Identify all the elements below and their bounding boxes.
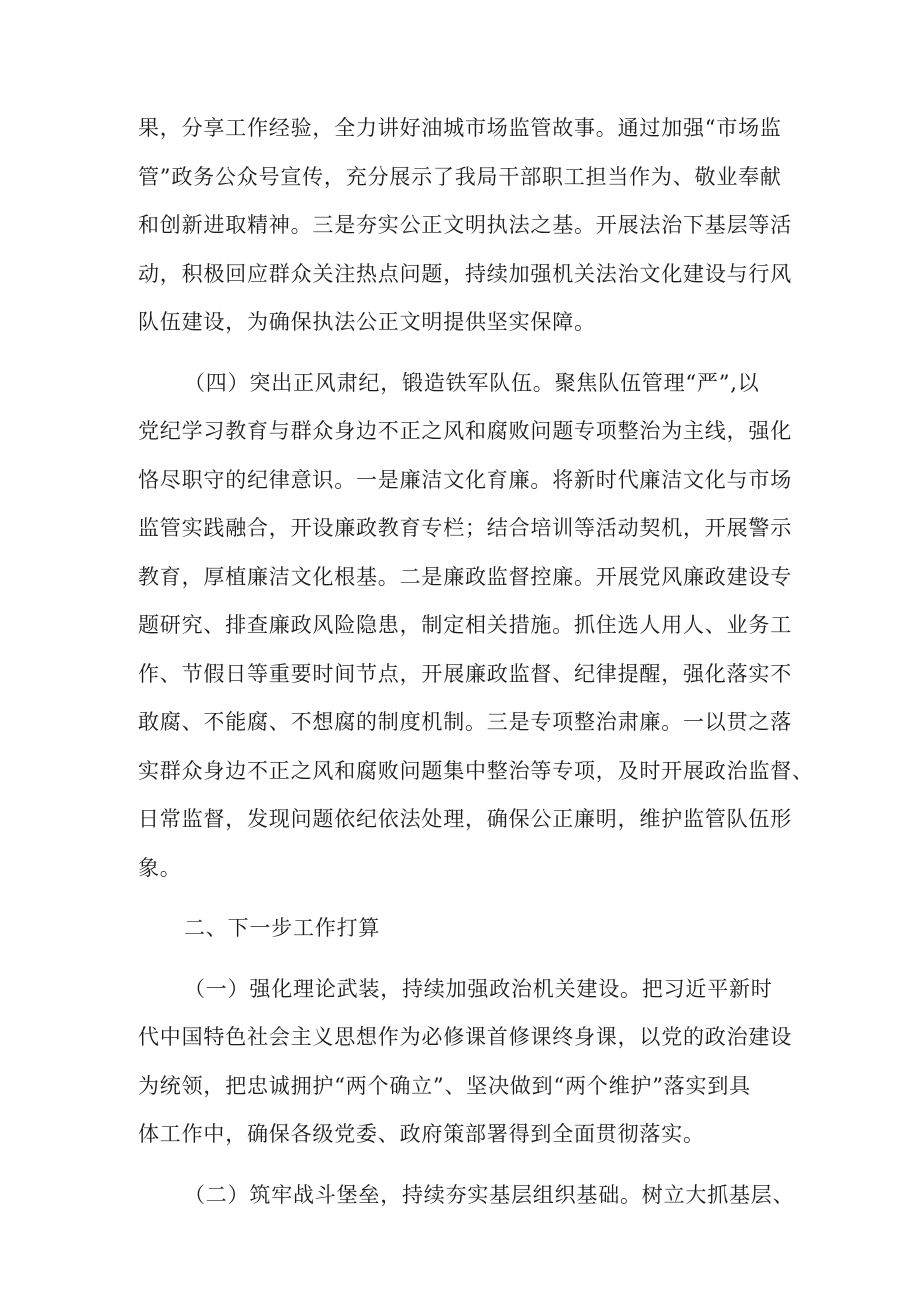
text-line: （四）突出正风肃纪，锻造铁军队伍。聚焦队伍管理“严”,以	[184, 370, 760, 395]
text-line: 党纪学习教育与群众身边不正之风和腐败问题专项整治为主线，强化	[138, 419, 792, 443]
text-line: 作、节假日等重要时间节点，开展廉政监督、纪律提醒，强化落实不	[138, 661, 792, 686]
text-line: 恪尽职守的纪律意识。一是廉洁文化育廉。将新时代廉洁文化与市场	[138, 467, 792, 492]
paragraph	[138, 104, 792, 347]
text-line: 体工作中，确保各级党委、政府策部署得到全面贯彻落实。	[138, 1122, 705, 1146]
text-line: 代中国特色社会主义思想作为必修课首修课终身课，以党的政治建设	[138, 1025, 792, 1049]
text-line: 象。	[138, 855, 182, 880]
text-line: 日常监督，发现问题依纪依法处理，确保公正廉明，维护监管队伍形	[138, 807, 792, 831]
heading-line: 二、下一步工作打算	[184, 916, 381, 940]
section-heading	[138, 904, 788, 953]
text-line: （一）强化理论武装，持续加强政治机关建设。把习近平新时	[184, 976, 773, 1001]
paragraph	[138, 359, 814, 893]
text-line: 和创新进取精神。三是夯实公正文明执法之基。开展法治下基层等活	[138, 213, 792, 237]
text-line: 动，积极回应群众关注热点问题，持续加强机关法治文化建设与行风	[138, 261, 792, 286]
text-line: 管”政务公众号宣传，充分展示了我局干部职工担当作为、敬业奉献	[138, 164, 782, 189]
text-line: 教育，厚植廉洁文化根基。二是廉政监督控廉。开展党风廉政建设专	[138, 564, 792, 589]
text-line: 队伍建设，为确保执法公正文明提供坚实保障。	[138, 310, 596, 334]
text-line: 敢腐、不能腐、不想腐的制度机制。三是专项整治肃廉。一以贯之落	[138, 710, 792, 734]
text-line: 为统领，把忠诚拥护“两个确立”、坚决做到“两个维护”落实到具	[138, 1073, 751, 1098]
text-line: 实群众身边不正之风和腐败问题集中整治等专项，及时开展政治监督、	[138, 758, 814, 783]
paragraph	[138, 1171, 795, 1220]
text-line: （二）筑牢战斗堡垒，持续夯实基层组织基础。树立大抓基层、	[184, 1182, 795, 1207]
document-body	[138, 104, 814, 1219]
text-line: 果，分享工作经验，全力讲好油城市场监管故事。通过加强“市场监	[138, 116, 782, 140]
text-line: 题研究、排查廉政风险隐患，制定相关措施。抓住选人用人、业务工	[138, 613, 792, 637]
text-line: 监管实践融合，开设廉政教育专栏；结合培训等活动契机，开展警示	[138, 516, 792, 540]
paragraph	[138, 965, 792, 1159]
